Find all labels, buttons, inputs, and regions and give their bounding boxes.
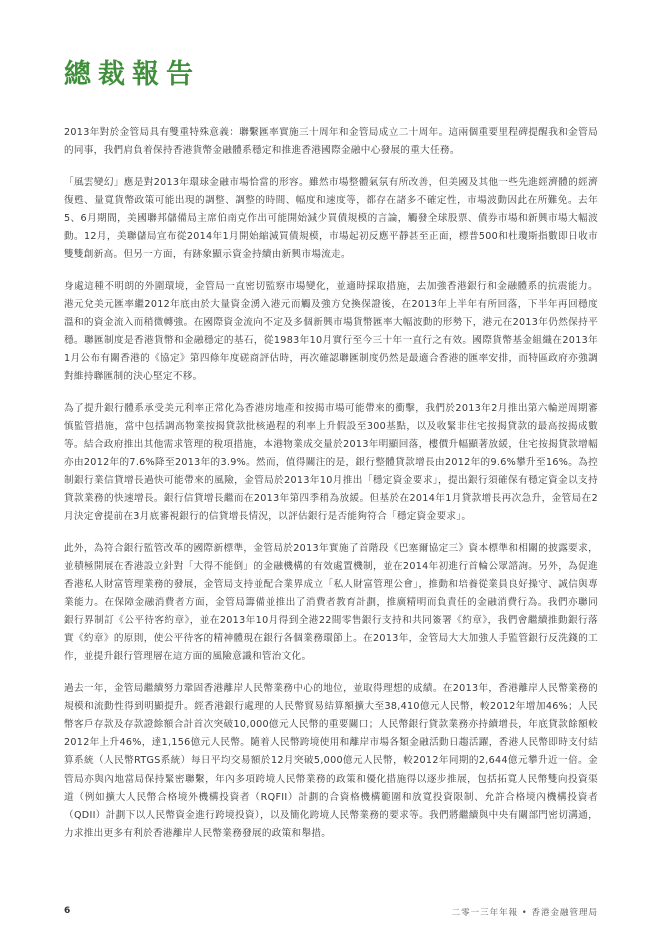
- page-number: 6: [64, 906, 71, 916]
- footer-publication: 二零一三年年報 • 香港金融管理局: [451, 908, 598, 918]
- page-title: 總裁報告: [64, 59, 200, 90]
- paragraph-6: 過去一年，金管局繼續努力鞏固香港離岸人民幣業務中心的地位，並取得理想的成績。在2013年，香港離岸人民幣業務的規模和流動性得到明顯提升。經香港銀行處理的人民幣貿易結算額擴大至38,410億元人民幣，較2012年增加46%；人民幣客戶存款及存款證餘額合計首次突破10,000億元人民幣的重要關口；人民幣銀行貸款業務亦持續增長，年底貸款餘額較2012年上升46%，達1,156億元人民幣。隨着人民幣跨境使用和離岸市場各類金融活動日趨活躍，香港人民幣即時支付結算系統（人民幣RTGS系統）每日平均交易額於12月突破5,000億元人民幣，較2012年同期的2,644億元攀升近一倍。金管局亦與內地當局保持緊密聯繫，年內多項跨境人民幣業務的政策和優化措施得以逐步推展，包括拓寬人民幣雙向投資渠道（例如擴大人民幣合格境外機構投資者（RQFII）計劃的合資格機構範圍和放寬投資限制、允許合格境內機構投資者（QDII）計劃下以人民幣資金進行跨境投資），以及簡化跨境人民幣業務的要求等。我們將繼續與中央有關部門密切溝通，力求推出更多有利於香港離岸人民幣業務發展的政策和舉措。: [64, 683, 598, 839]
- paragraph-4: 為了提升銀行體系承受美元利率正常化為香港房地產和按揭市場可能帶來的衝擊，我們於2013年2月推出第六輪逆周期審慎監管措施，當中包括調高物業按揭貸款批核過程的利率上升假設至300基點，以及收緊非住宅按揭貸款的最高按揭成數等。結合政府推出其他需求管理的稅項措施，本港物業成交量於2013年明顯回落，樓價升幅顯著放緩，住宅按揭貸款增幅亦由2012年的7.6%降至2013年的3.9%。然而，值得關注的是，銀行整體貸款增長由2012年的9.6%攀升至16%。為控制銀行業信貸增長過快可能帶來的風險，金管局於2013年10月推出「穩定資金要求」，提出銀行須確保有穩定資金以支持貸款業務的快速增長。銀行信貸增長繼而在2013年第四季稍為放緩。但基於在2014年1月貸款增長再次急升，金管局在2月決定會提前在3月底審視銀行的信貸增長情況，以評估銀行是否能夠符合「穩定資金要求」。: [64, 402, 598, 523]
- paragraph-5: 此外，為符合銀行監管改革的國際新標準，金管局於2013年實施了首階段《巴塞爾協定三》資本標準和相關的披露要求，並積極開展在香港設立針對「大得不能倒」的金融機構的有效處置機制，並在2014年初進行首輪公眾諮詢。另外，為促進香港私人財富管理業務的發展，金管局支持並配合業界成立「私人財富管理公會」，推動和培養從業員良好操守、誠信與專業能力。在保障金融消費者方面，金管局籌備並推出了消費者教育計劃，推廣精明而負責任的金融消費行為。我們亦聯同銀行界制訂《公平待客約章》，並在2013年10月得到全港22間零售銀行支持和共同簽署《約章》，我們會繼續推動銀行落實《約章》的原則，使公平待客的精神體現在銀行各個業務環節上。在2013年，金管局大大加強人手監管銀行反洗錢的工作，並提升銀行管理層在這方面的風險意識和管治文化。: [64, 542, 598, 663]
- paragraph-3: 身處這種不明朗的外圍環境，金管局一直密切監察市場變化，並適時採取措施，去加強香港銀行和金融體系的抗震能力。港元兌美元匯率繼2012年底由於大量資金湧入港元而觸及強方兌換保證後，在2013年上半年有所回落，下半年再回穩度溫和的資金流入而稍微轉強。在國際資金流向不定及多個新興市場貨幣匯率大幅波動的形勢下，港元在2013年仍然保持平穩。聯匯制度是香港貨幣和金融穩定的基石，從1983年10月實行至今三十年一直行之有效。國際貨幣基金組織在2013年1月公布有關香港的《協定》第四條年度磋商評估時，再次確認聯匯制度仍然是最適合香港的匯率安排，而特區政府亦強調對維持聯匯制的決心堅定不移。: [64, 280, 598, 383]
- paragraph-2: 「風雲變幻」應是對2013年環球金融市場恰當的形容。雖然市場整體氣氛有所改善，但美國及其他一些先進經濟體的經濟復甦、量寬貨幣政策可能出現的調整、調整的時間、幅度和速度等，都存在諸多不確定性，市場波動因此在所難免。去年5、6月期間，美國聯邦儲備局主席伯南克作出可能開始減少買債規模的言論，觸發全球股票、債券市場和新興市場大幅波動。12月，美聯儲局宣布從2014年1月開始縮減買債規模，市場起初反應平靜甚至正面，標普500和杜瓊斯指數即日收市雙雙創新高。但另一方面，有跡象顯示資金持續由新興市場流走。: [64, 176, 598, 261]
- report-body: [64, 124, 598, 856]
- paragraph-1: 2013年對於金管局具有雙重特殊意義：聯繫匯率實施三十周年和金管局成立二十周年。這兩個重要里程碑提醒我和金管局的同事，我們肩負着保持香港貨幣金融體系穩定和推進香港國際金融中心發展的重大任務。: [64, 127, 598, 157]
